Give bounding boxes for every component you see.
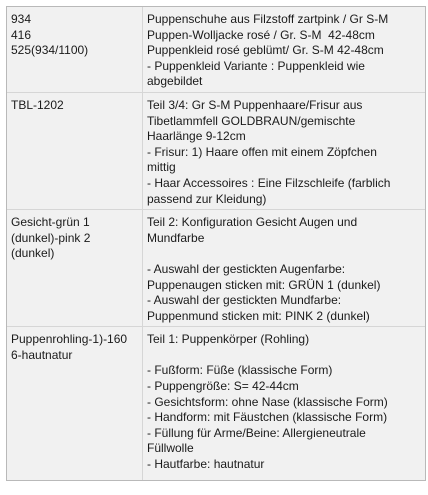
description-line: - Puppenkleid Variante : Puppenkleid wie <box>147 58 365 73</box>
description-line: - Fußform: Füße (klassische Form) <box>147 363 333 378</box>
description-line: - Gesichtsform: ohne Nase (klassische Form) <box>147 394 388 409</box>
description-line: - Haar Accessoires : Eine Filzschleife (farblich <box>147 175 391 190</box>
article-number: (dunkel) <box>11 246 55 261</box>
description-line: passend zur Kleidung) <box>147 191 267 206</box>
description-line: Teil 2: Konfiguration Gesicht Augen und <box>147 215 358 230</box>
description-line: - Handform: mit Fäustchen (klassische Form) <box>147 410 388 425</box>
description-line: Puppenmund sticken mit: PINK 2 (dunkel) <box>147 308 370 323</box>
article-number: Puppenrohling-1)-160 <box>11 332 128 347</box>
description-line: - Auswahl der gestickten Mundfarbe: <box>147 293 342 308</box>
description-line: Füllwolle <box>147 441 194 456</box>
description-line: - Füllung für Arme/Beine: Allergieneutrale <box>147 425 366 440</box>
description-line: Haarlänge 9-12cm <box>147 129 246 144</box>
description-line: Teil 1: Puppenkörper (Rohling) <box>147 332 310 347</box>
description-cell <box>143 327 425 480</box>
article-number: 416 <box>11 27 32 42</box>
description-cell <box>143 7 425 92</box>
table-row-clothing <box>7 7 425 93</box>
description-line: Mundfarbe <box>147 230 205 245</box>
article-number: TBL-1202 <box>11 97 64 112</box>
article-number-cell <box>7 327 143 480</box>
blank-line <box>147 348 421 364</box>
description-line: Teil 3/4: Gr S-M Puppenhaare/Frisur aus <box>147 97 363 112</box>
description-line: Puppen-Wolljacke rosé / Gr. S-M 42-48cm <box>147 27 375 42</box>
table-row-face <box>7 210 425 327</box>
article-number: 934 <box>11 12 32 26</box>
article-number: 525(934/1100) <box>11 43 89 58</box>
description-line: Tibetlammfell GOLDBRAUN/gemischte <box>147 113 356 128</box>
description-line: abgebildet <box>147 74 203 89</box>
article-number-cell <box>7 93 143 209</box>
description-cell <box>143 210 425 326</box>
order-items-table <box>6 6 426 481</box>
description-line: - Hautfarbe: hautnatur <box>147 457 265 472</box>
description-line: Puppenaugen sticken mit: GRÜN 1 (dunkel) <box>147 277 381 292</box>
description-line: Puppenkleid rosé geblümt/ Gr. S-M 42-48cm <box>147 43 384 58</box>
description-cell <box>143 93 425 209</box>
description-line: mittig <box>147 160 176 175</box>
table-row-body <box>7 327 425 480</box>
description-line: Puppenschuhe aus Filzstoff zartpink / Gr S-M <box>147 12 389 26</box>
description-line: - Auswahl der gestickten Augenfarbe: <box>147 261 346 276</box>
article-number-cell <box>7 210 143 326</box>
description-line: - Frisur: 1) Haare offen mit einem Zöpfchen <box>147 144 377 159</box>
article-number: Gesicht-grün 1 <box>11 215 90 230</box>
description-line: - Puppengröße: S= 42-44cm <box>147 379 299 394</box>
article-number-cell <box>7 7 143 92</box>
article-number: 6-hautnatur <box>11 347 73 362</box>
blank-line <box>147 246 421 262</box>
article-number: (dunkel)-pink 2 <box>11 230 91 245</box>
table-row-hair <box>7 93 425 210</box>
